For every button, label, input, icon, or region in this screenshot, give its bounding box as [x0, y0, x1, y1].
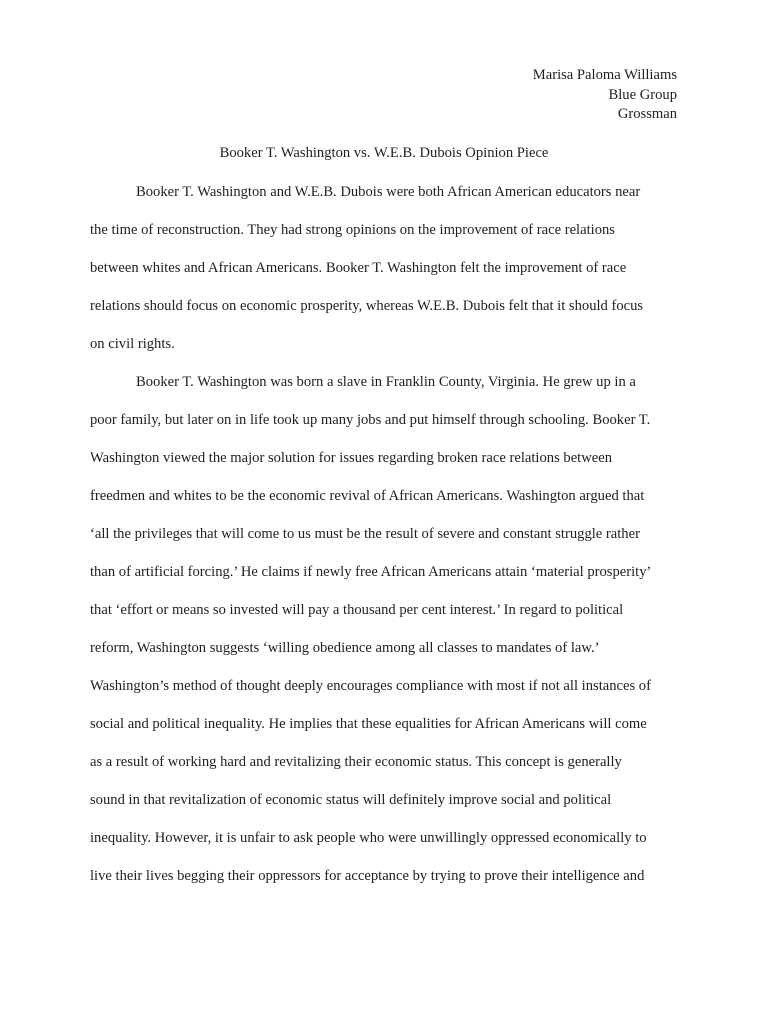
body-line: poor family, but later on in life took up many jobs and put himself through schooling. Booker T.	[90, 412, 651, 428]
body-line: on civil rights.	[90, 336, 175, 352]
body-line: reform, Washington suggests ‘willing obedience among all classes to mandates of law.’	[90, 640, 600, 656]
body-line: Washington viewed the major solution for issues regarding broken race relations between	[90, 450, 613, 466]
body-line: inequality. However, it is unfair to ask people who were unwillingly oppressed economically to	[90, 830, 647, 846]
body-line: the time of reconstruction. They had strong opinions on the improvement of race relations	[90, 222, 615, 238]
body-line: than of artificial forcing.’ He claims if newly free African Americans attain ‘material prosperity’	[90, 564, 652, 580]
body-line: sound in that revitalization of economic status will definitely improve social and political	[90, 792, 612, 808]
body-line: Booker T. Washington and W.E.B. Dubois were both African American educators near	[136, 184, 641, 200]
author-header	[533, 66, 677, 125]
body-line: freedmen and whites to be the economic revival of African Americans. Washington argued that	[90, 488, 645, 504]
body-line: social and political inequality. He implies that these equalities for African Americans will come	[90, 716, 647, 732]
author-name: Marisa Paloma Williams	[532, 67, 677, 83]
group-name: Blue Group	[608, 86, 677, 103]
body-line: between whites and African Americans. Booker T. Washington felt the improvement of race	[90, 260, 627, 276]
body-line: live their lives begging their oppressors for acceptance by trying to prove their intelligence and	[90, 868, 645, 884]
body-line: Booker T. Washington was born a slave in Franklin County, Virginia. He grew up in a	[136, 374, 636, 390]
document-title: Booker T. Washington vs. W.E.B. Dubois Opinion Piece	[219, 145, 549, 161]
body-line: Washington’s method of thought deeply encourages compliance with most if not all instances of	[90, 678, 651, 694]
body-line: ‘all the privileges that will come to us must be the result of severe and constant struggle rather	[90, 526, 640, 542]
body-line: as a result of working hard and revitalizing their economic status. This concept is generally	[90, 754, 622, 770]
teacher-name: Grossman	[617, 106, 677, 122]
body-line: relations should focus on economic prosperity, whereas W.E.B. Dubois felt that it should focus	[90, 298, 644, 314]
body-line: that ‘effort or means so invested will pay a thousand per cent interest.’ In regard to political	[90, 602, 624, 618]
